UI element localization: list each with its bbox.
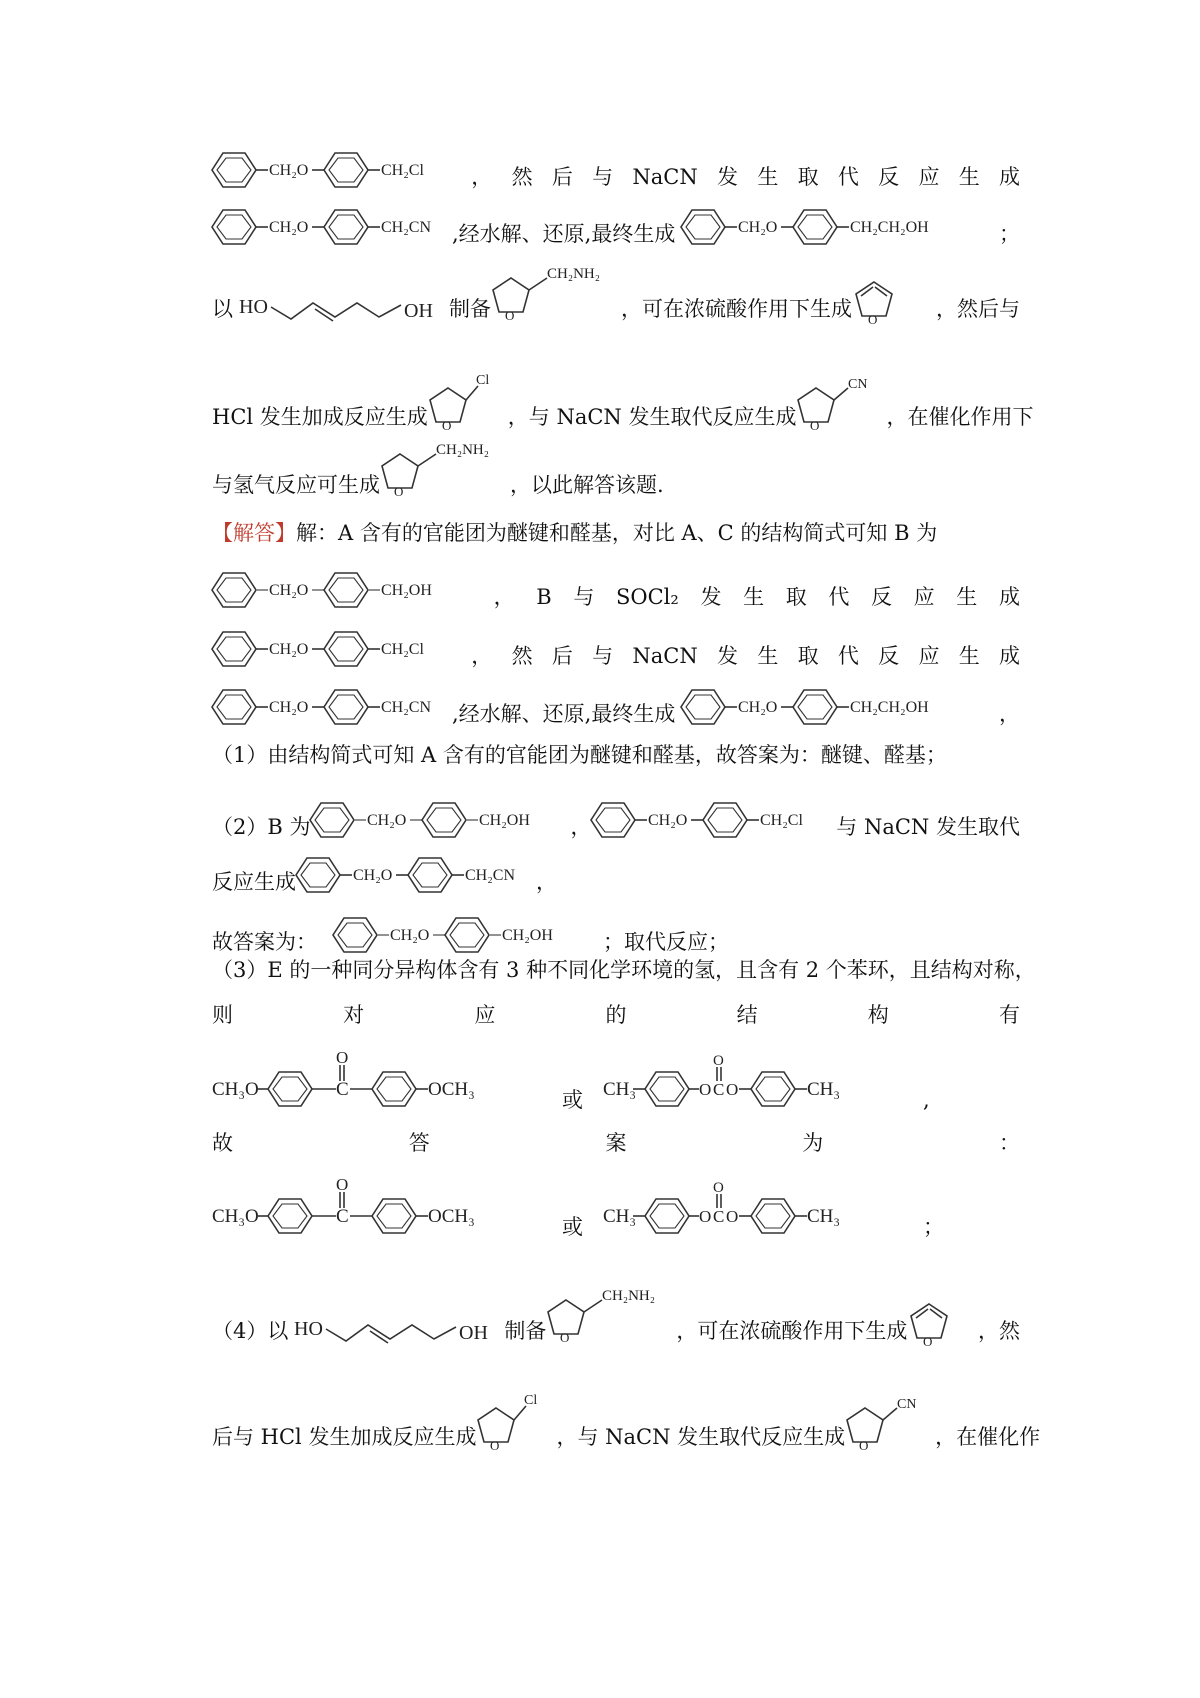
svg-text:CH₂CN: CH₂CN [381,219,432,236]
svg-text:CN: CN [897,1397,917,1412]
text-line: 故答案为： CH₂O CH₂OH ；取代反应； [212,913,1020,957]
svg-text:CH₂NH₂: CH₂NH₂ [436,442,489,458]
text-line: 故 答 案 为 ： [212,1131,1020,1155]
svg-text:CN: CN [848,377,868,392]
svg-text:O: O [336,1048,349,1067]
svg-text:O: O [713,1180,724,1196]
b-compound-ch2oh-structure [212,568,472,612]
b-compound-ch2oh-structure [333,913,603,957]
benzyl-ether-ch2cl-structure [212,148,452,192]
svg-text:CH₂O: CH₂O [648,812,688,829]
svg-text:O: O [560,1330,570,1345]
thf-cn-structure [845,1392,935,1452]
svg-text:CH₃O: CH₃O [212,1206,259,1227]
svg-text:CH₂OH: CH₂OH [479,812,531,829]
text-line: CH₂O CH₂Cl ， 然 后 与 NaCN 发 生 取 代 反 应 生 成 [212,148,1020,192]
text-line: 反应生成 CH₂O CH₂CN ， [212,853,1020,897]
svg-text:CH₂Cl: CH₂Cl [760,812,804,829]
benzyl-ether-ch2cn-structure [212,685,452,729]
svg-text:CH₂O: CH₂O [269,582,309,599]
svg-text:CH₂NH₂: CH₂NH₂ [547,266,600,282]
svg-text:CH₂O: CH₂O [390,927,430,944]
text-line: 以 HO OH 制备 O CH₂NH₂ ，可在浓硫酸作用下生成 O ，然后与 [212,266,1020,327]
svg-text:HO: HO [294,1318,324,1340]
text-line: 与氢气反应可生成 O CH₂NH₂ ，以此解答该题. [212,442,664,499]
thf-ch2nh2-structure [546,1286,676,1346]
bis-tolyl-carbonate-structure [603,1055,923,1115]
text-line: HCl 发生加成反应生成 O Cl ，与 NaCN 发生取代反应生成 O CN ，在催化作用下 [212,373,1034,433]
text-line: （3）E 的一种同分异构体含有 3 种不同化学环境的氢，且含有 2 个苯环，且结构对称， [212,958,1036,982]
svg-text:C: C [713,1207,725,1226]
svg-text:CH₂O: CH₂O [269,699,309,716]
svg-text:CH₂CN: CH₂CN [381,699,432,716]
svg-text:C: C [336,1206,349,1227]
svg-text:O: O [726,1207,739,1226]
svg-text:O: O [859,1438,869,1453]
svg-text:O: O [490,1438,500,1453]
benzyl-ether-ch2ch2oh-structure [681,205,971,249]
svg-text:CH₂O: CH₂O [353,867,393,884]
text-line: 【解答】 解：A 含有的官能团为醚键和醛基，对比 A、C 的结构简式可知 B 为 [212,521,938,545]
svg-text:O: O [713,1053,724,1069]
svg-text:CH₂NH₂: CH₂NH₂ [602,1288,656,1304]
svg-text:CH₃O: CH₃O [212,1079,259,1100]
svg-text:CH₃: CH₃ [807,1079,841,1100]
svg-text:O: O [699,1080,712,1099]
svg-text:CH₂CN: CH₂CN [465,867,516,884]
benzyl-ether-ch2ch2oh-structure [681,685,971,729]
text-line: CH₃O C O OCH₃ 或 CH₃ O C O O CH₃ , [212,1055,1020,1115]
svg-text:O: O [868,312,878,327]
thf-cl-structure [476,1392,556,1452]
text-line: 后与 HCl 发生加成反应生成 O Cl ，与 NaCN 发生取代反应生成 O CN ，在催化作 [212,1393,1041,1453]
svg-text:OH: OH [459,1322,489,1344]
svg-text:CH₂CH₂OH: CH₂CH₂OH [850,699,930,716]
text-line: CH₂O CH₂CN ,经水解、还原,最终生成 CH₂O CH₂CH₂OH ， [212,685,1020,729]
svg-text:OCH₃: OCH₃ [428,1079,475,1100]
bis-tolyl-carbonate-structure [603,1182,923,1242]
text-line: 则 对 应 的 结 构 有 [212,1003,1020,1027]
svg-text:O: O [336,1175,349,1194]
svg-text:CH₂O: CH₂O [269,641,309,658]
svg-text:CH₂OH: CH₂OH [502,927,553,944]
svg-text:OCH₃: OCH₃ [428,1206,475,1227]
svg-text:CH₂CH₂OH: CH₂CH₂OH [850,219,930,236]
bis-methoxyphenyl-ketone-structure [212,1048,542,1115]
svg-text:O: O [726,1080,739,1099]
text-line: （2）B 为 CH₂O CH₂OH ， CH₂O CH₂Cl 与 NaCN 发生取代 [212,798,1020,842]
thf-cn-structure [796,372,886,432]
thf-cl-structure [428,372,508,432]
text-line: CH₂O CH₂CN ,经水解、还原,最终生成 CH₂O CH₂CH₂OH ； [212,205,1020,249]
svg-text:O: O [699,1207,712,1226]
benzyl-ether-ch2cl-structure [212,627,452,671]
svg-text:C: C [336,1079,349,1100]
svg-text:C: C [713,1080,725,1099]
svg-text:O: O [441,418,452,433]
svg-text:CH₂Cl: CH₂Cl [381,641,424,658]
thf-ch2nh2-structure [380,440,510,500]
svg-text:Cl: Cl [524,1393,538,1408]
svg-text:CH₂O: CH₂O [269,162,309,179]
svg-text:HO: HO [239,296,268,318]
svg-text:CH₃: CH₃ [807,1206,841,1227]
benzyl-ether-ch2cl-structure [591,798,821,842]
text-line: CH₂O CH₂OH ， B 与 SOCl₂ 发 生 取 代 反 应 生 成 [212,568,1020,612]
b-compound-ch2oh-structure [310,798,570,842]
thf-ch2nh2-structure [491,264,621,324]
svg-text:CH₂O: CH₂O [738,699,778,716]
svg-text:CH₂Cl: CH₂Cl [381,162,424,179]
svg-text:OH: OH [404,300,433,322]
dihydrofuran-structure [907,1292,955,1349]
svg-text:CH₃: CH₃ [603,1206,637,1227]
svg-text:CH₂O: CH₂O [367,812,407,829]
text-line: （1）由结构简式可知 A 含有的官能团为醚键和醛基，故答案为：醚键、醛基； [212,743,947,767]
text-line: （4）以 HO OH 制备 O CH₂NH₂ ，可在浓硫酸作用下生成 O ，然 [212,1288,1020,1349]
svg-text:Cl: Cl [475,373,490,388]
benzyl-ether-ch2cn-structure [212,205,452,249]
butenediol-structure [239,284,449,324]
svg-text:CH₂O: CH₂O [738,219,778,236]
svg-text:O: O [505,308,515,323]
svg-text:CH₂O: CH₂O [269,219,309,236]
svg-text:CH₃: CH₃ [603,1079,637,1100]
svg-text:O: O [923,1334,933,1349]
benzyl-ether-ch2cn-structure [296,853,536,897]
text-line: CH₂O CH₂Cl ， 然 后 与 NaCN 发 生 取 代 反 应 生 成 [212,627,1020,671]
dihydrofuran-structure [852,270,900,327]
text-line: CH₃O C O OCH₃ 或 CH₃ O C O O CH₃ ； [212,1182,1020,1242]
butenediol-structure [294,1306,504,1346]
svg-text:O: O [394,484,404,499]
bis-methoxyphenyl-ketone-structure [212,1175,542,1242]
svg-text:O: O [810,418,820,433]
svg-text:CH₂OH: CH₂OH [381,582,432,599]
